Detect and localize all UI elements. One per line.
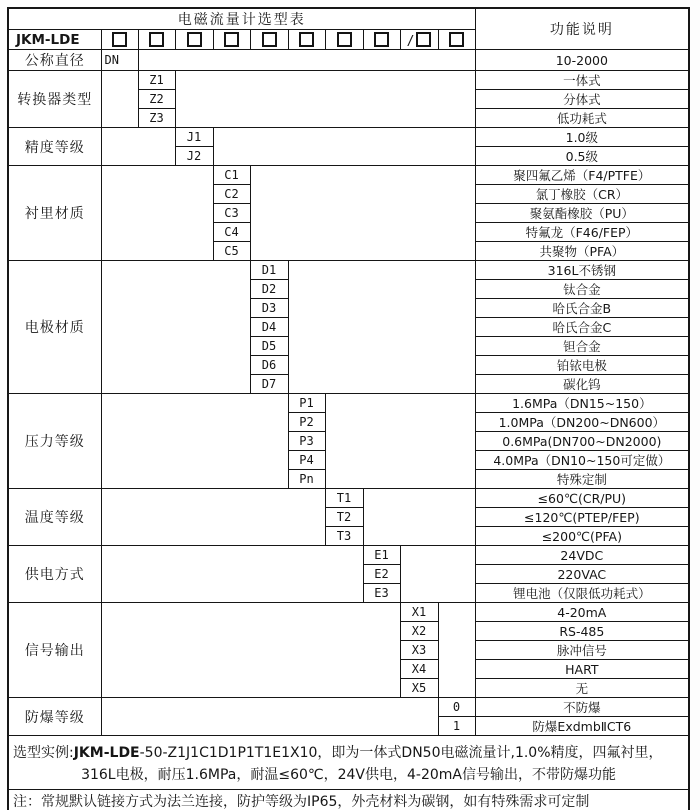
spacer-cell: [101, 698, 438, 736]
option-code-cell: D7: [250, 375, 288, 394]
selection-table: [7, 7, 690, 810]
option-code-cell: D5: [250, 337, 288, 356]
model-code-box-cell[interactable]: [250, 30, 288, 50]
option-code-cell: J1: [175, 128, 213, 147]
option-description-cell: 聚氨酯橡胶（PU）: [475, 204, 689, 223]
example-line2: 316L电极，耐压1.6MPa，耐温≤60℃，24V供电，4-20mA信号输出，不带防爆功能: [81, 767, 616, 783]
option-code-cell: Z2: [138, 90, 175, 109]
option-description-cell: 一体式: [475, 71, 689, 90]
option-code-cell: C1: [213, 166, 250, 185]
option-code-cell: Pn: [288, 470, 325, 489]
checkbox-icon[interactable]: [262, 32, 277, 47]
option-code-cell: D4: [250, 318, 288, 337]
option-description-cell: 钽合金: [475, 337, 689, 356]
checkbox-icon[interactable]: [449, 32, 464, 47]
checkbox-icon[interactable]: [112, 32, 127, 47]
option-code-cell: P2: [288, 413, 325, 432]
option-description-cell: 哈氏合金C: [475, 318, 689, 337]
section-label-converter-type: 转换器类型: [8, 71, 101, 128]
option-description-cell: HART: [475, 660, 689, 679]
model-code-box-cell[interactable]: [400, 30, 438, 50]
option-code-cell: Z1: [138, 71, 175, 90]
option-description-cell: 氯丁橡胶（CR）: [475, 185, 689, 204]
option-code-cell: E2: [363, 565, 400, 584]
spacer-cell: [101, 71, 138, 128]
checkbox-icon[interactable]: [187, 32, 202, 47]
checkbox-icon[interactable]: [299, 32, 314, 47]
option-description-cell: RS-485: [475, 622, 689, 641]
option-description-cell: 1.0级: [475, 128, 689, 147]
option-description-cell: 10-2000: [475, 50, 689, 71]
section-label-temperature-rating: 温度等级: [8, 489, 101, 546]
checkbox-icon[interactable]: [374, 32, 389, 47]
model-code-box-cell[interactable]: [213, 30, 250, 50]
section-label-nominal-diameter: 公称直径: [8, 50, 101, 71]
example-model: JKM-LDE: [73, 744, 140, 761]
option-code-cell: X2: [400, 622, 438, 641]
spacer-cell: [101, 128, 175, 166]
option-code-cell: D2: [250, 280, 288, 299]
option-description-cell: 低功耗式: [475, 109, 689, 128]
spacer-cell: [101, 394, 288, 489]
option-description-cell: 碳化钨: [475, 375, 689, 394]
option-code-cell: C3: [213, 204, 250, 223]
option-code-cell: 1: [438, 717, 475, 736]
selection-table-body: [8, 8, 689, 810]
option-code-cell: D1: [250, 261, 288, 280]
option-code-cell: D3: [250, 299, 288, 318]
option-description-cell: 0.6MPa(DN700~DN2000): [475, 432, 689, 451]
option-code-cell: X1: [400, 603, 438, 622]
option-code-cell: T2: [325, 508, 363, 527]
checkbox-icon[interactable]: [416, 32, 431, 47]
option-code-cell: P3: [288, 432, 325, 451]
option-description-cell: 锂电池（仅限低功耗式）: [475, 584, 689, 603]
option-description-cell: 4.0MPa（DN10~150可定做）: [475, 451, 689, 470]
checkbox-icon[interactable]: [149, 32, 164, 47]
example-description: ，即为一体式DN50电磁流量计,1.0%精度，四氟衬里，: [317, 744, 663, 761]
option-code-cell: X4: [400, 660, 438, 679]
spacer-cell: [438, 603, 475, 698]
model-code-label: JKM-LDE: [8, 30, 101, 50]
checkbox-icon[interactable]: [224, 32, 239, 47]
slash-separator: /: [406, 34, 415, 49]
option-description-cell: ≤60℃(CR/PU): [475, 489, 689, 508]
selection-example: [8, 736, 689, 790]
option-code-cell: 0: [438, 698, 475, 717]
option-code-cell: Z3: [138, 109, 175, 128]
example-prefix: 选型实例:: [13, 744, 74, 761]
option-code-cell: D6: [250, 356, 288, 375]
option-description-cell: 哈氏合金B: [475, 299, 689, 318]
option-code-cell: P4: [288, 451, 325, 470]
model-code-box-cell[interactable]: [175, 30, 213, 50]
option-description-cell: 钛合金: [475, 280, 689, 299]
option-description-cell: 0.5级: [475, 147, 689, 166]
option-description-cell: 220VAC: [475, 565, 689, 584]
section-label-accuracy-class: 精度等级: [8, 128, 101, 166]
option-description-cell: 铂铱电极: [475, 356, 689, 375]
option-code-cell: C5: [213, 242, 250, 261]
spacer-cell: [288, 261, 475, 394]
option-description-cell: 316L不锈钢: [475, 261, 689, 280]
option-description-cell: 1.0MPa（DN200~DN600）: [475, 413, 689, 432]
note-text: 注：常规默认链接方式为法兰连接，防护等级为IP65，外壳材料为碳钢，如有特殊需求可定制: [8, 790, 689, 810]
spacer-cell: [175, 71, 475, 128]
section-label-lining-material: 衬里材质: [8, 166, 101, 261]
option-description-cell: 特殊定制: [475, 470, 689, 489]
model-code-box-cell[interactable]: [325, 30, 363, 50]
option-code-cell: DN: [101, 50, 138, 71]
example-code: -50-Z1J1C1D1P1T1E1X10: [139, 744, 318, 761]
model-code-box-cell[interactable]: [288, 30, 325, 50]
spacer-cell: [325, 394, 475, 489]
spacer-cell: [101, 166, 213, 261]
section-label-power-supply: 供电方式: [8, 546, 101, 603]
section-label-explosion-proof-rating: 防爆等级: [8, 698, 101, 736]
table-title: 电磁流量计选型表: [8, 8, 475, 30]
model-code-box-cell[interactable]: [101, 30, 138, 50]
section-label-pressure-rating: 压力等级: [8, 394, 101, 489]
option-description-cell: 无: [475, 679, 689, 698]
section-label-electrode-material: 电极材质: [8, 261, 101, 394]
spacer-cell: [363, 489, 475, 546]
model-code-box-cell[interactable]: [363, 30, 400, 50]
option-description-cell: 特氟龙（F46/FEP）: [475, 223, 689, 242]
spacer-cell: [138, 50, 475, 71]
spacer-cell: [250, 166, 475, 261]
spacer-cell: [101, 261, 250, 394]
option-description-cell: 共聚物（PFA）: [475, 242, 689, 261]
option-description-cell: 24VDC: [475, 546, 689, 565]
option-code-cell: C4: [213, 223, 250, 242]
spacer-cell: [101, 489, 325, 546]
model-code-box-cell[interactable]: [438, 30, 475, 50]
option-code-cell: T3: [325, 527, 363, 546]
model-code-box-cell[interactable]: [138, 30, 175, 50]
spacer-cell: [101, 603, 400, 698]
option-code-cell: E1: [363, 546, 400, 565]
option-code-cell: X3: [400, 641, 438, 660]
example-line1: [13, 742, 684, 764]
checkbox-icon[interactable]: [337, 32, 352, 47]
option-code-cell: T1: [325, 489, 363, 508]
option-description-cell: 4-20mA: [475, 603, 689, 622]
option-code-cell: X5: [400, 679, 438, 698]
option-code-cell: J2: [175, 147, 213, 166]
option-description-cell: ≤200℃(PFA): [475, 527, 689, 546]
option-code-cell: C2: [213, 185, 250, 204]
function-description-header: 功能说明: [475, 8, 689, 50]
option-code-cell: P1: [288, 394, 325, 413]
option-description-cell: 聚四氟乙烯（F4/PTFE）: [475, 166, 689, 185]
option-code-cell: E3: [363, 584, 400, 603]
spacer-cell: [101, 546, 363, 603]
section-label-signal-output: 信号输出: [8, 603, 101, 698]
spacer-cell: [400, 546, 475, 603]
option-description-cell: 分体式: [475, 90, 689, 109]
option-description-cell: 1.6MPa（DN15~150）: [475, 394, 689, 413]
spacer-cell: [213, 128, 475, 166]
option-description-cell: 不防爆: [475, 698, 689, 717]
option-description-cell: 脉冲信号: [475, 641, 689, 660]
option-description-cell: ≤120℃(PTEP/FEP): [475, 508, 689, 527]
option-description-cell: 防爆ExdmbⅡCT6: [475, 717, 689, 736]
